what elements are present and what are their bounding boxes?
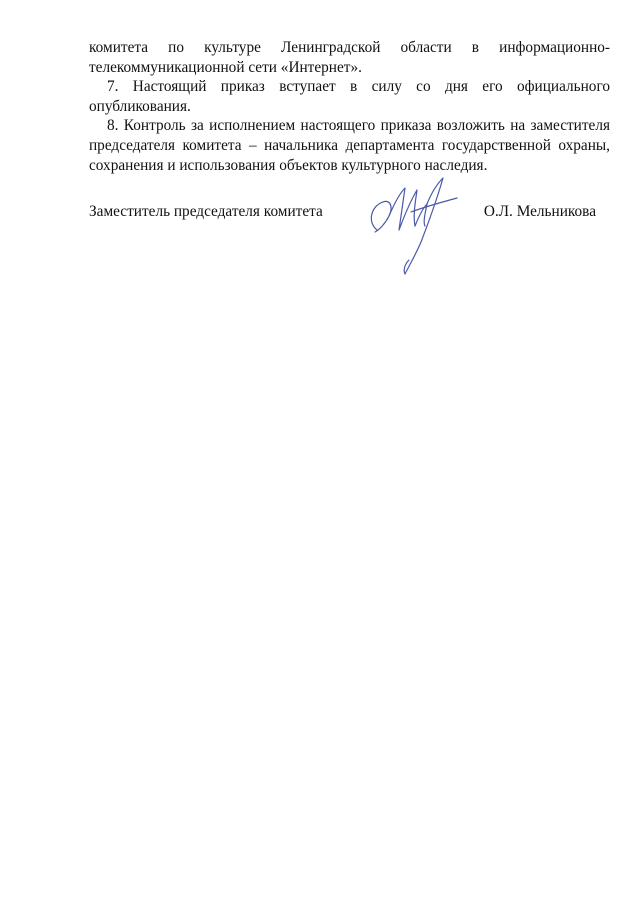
signatory-position: Заместитель председателя комитета [89, 203, 323, 220]
signatory-name: О.Л. Мельникова [483, 203, 596, 220]
handwritten-signature-icon [357, 172, 467, 282]
signature-block [89, 198, 610, 288]
paragraph-6-continuation: комитета по культуре Ленинградской области в информационно-телекоммуникационной сети «Интернет». [89, 39, 610, 76]
document-body [89, 38, 610, 175]
paragraph-7: 7. Настоящий приказ вступает в силу со дня его официального опубликования. [89, 78, 610, 115]
paragraph-8: 8. Контроль за исполнением настоящего приказа возложить на заместителя председателя комитета – начальника департамента государственной охраны, сохранения и использования объектов культурного наследия. [89, 117, 610, 174]
